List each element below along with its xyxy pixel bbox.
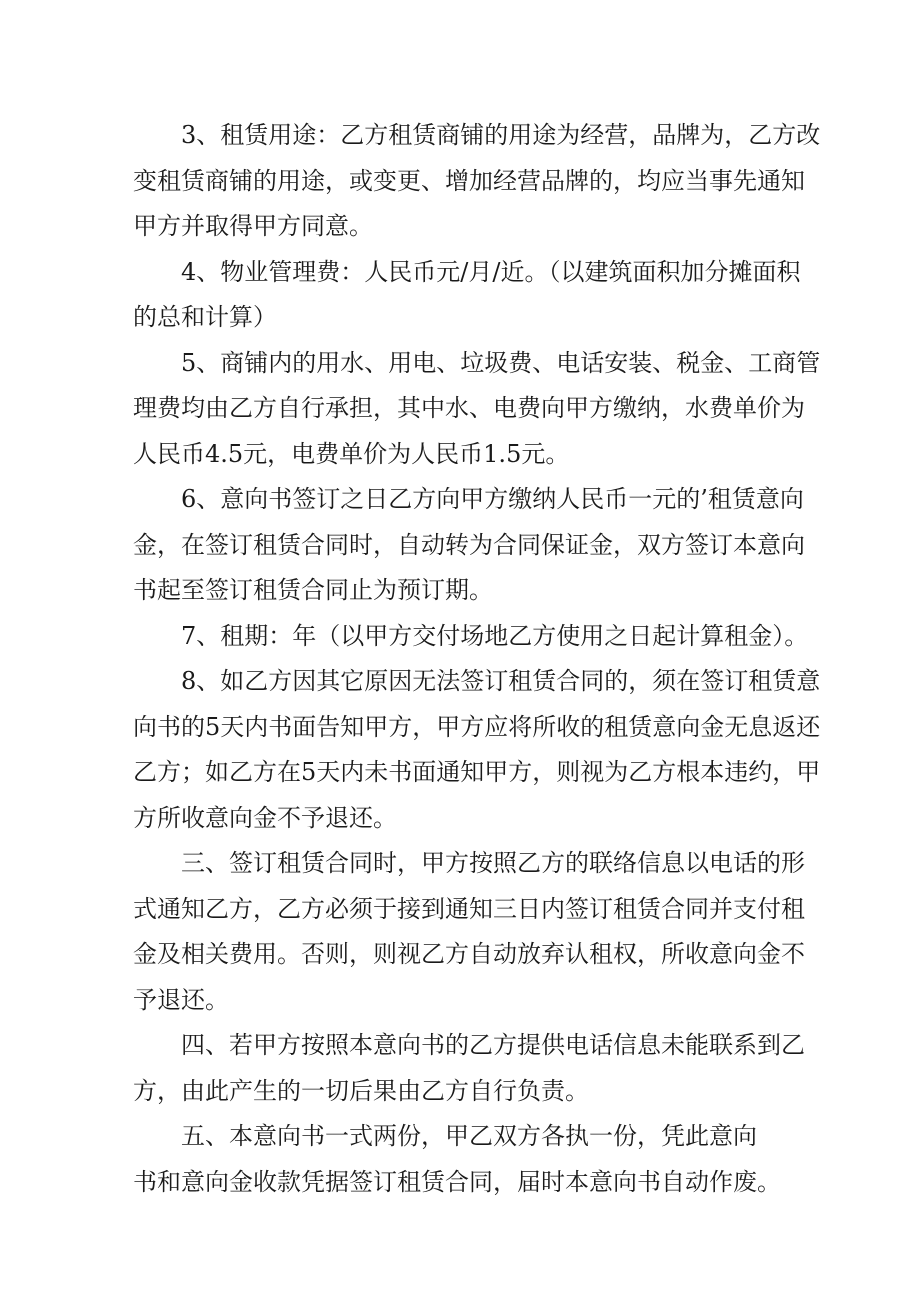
text-line: 方，由此产生的一切后果由乙方自行负责。 (133, 1076, 589, 1105)
paragraph-utilities (133, 341, 821, 478)
text-line: 4、物业管理费：人民币元/月/近。（以建筑面积加分摊面积 (181, 257, 801, 286)
text-line: 予退还。 (133, 985, 229, 1014)
text-line: 金，在签订租赁合同时，自动转为合同保证金，双方签订本意向 (133, 530, 805, 559)
text-line: 书起至签订租赁合同止为预订期。 (133, 576, 493, 604)
text-line: 的总和计算） (133, 303, 277, 331)
paragraph-cancellation (133, 659, 821, 841)
text-line: 3、租赁用途：乙方租赁商铺的用途为经营，品牌为，乙方改 (181, 121, 821, 149)
text-line: 金及相关费用。否则，则视乙方自动放弃认租权，所收意向金不 (133, 940, 805, 968)
paragraph-section-four (133, 1023, 805, 1114)
text-line: 乙方；如乙方在5天内未书面通知甲方，则视为乙方根本违约，甲 (133, 758, 821, 786)
text-line: 书和意向金收款凭据签订租赁合同，届时本意向书自动作废。 (133, 1167, 781, 1196)
paragraph-rental-purpose (133, 113, 821, 250)
paragraph-section-three (133, 841, 805, 1023)
paragraph-deposit (133, 477, 805, 614)
text-line: 四、若甲方按照本意向书的乙方提供电话信息未能联系到乙 (181, 1031, 805, 1059)
text-line: 方所收意向金不予退还。 (133, 803, 397, 832)
text-line: 6、意向书签订之日乙方向甲方缴纳人民币一元的’租赁意向 (181, 485, 804, 513)
paragraph-property-fee (133, 250, 801, 341)
paragraph-section-five (133, 1114, 793, 1205)
text-line: 式通知乙方，乙方必须于接到通知三日内签订租赁合同并支付租 (133, 894, 805, 923)
text-line: 人民币4.5元，电费单价为人民币1.5元。 (133, 439, 570, 468)
paragraph-lease-term (133, 614, 809, 660)
document-body (133, 113, 821, 1205)
text-line: 向书的5天内书面告知甲方，甲方应将所收的租赁意向金无息返还 (133, 712, 821, 741)
text-line: 理费均由乙方自行承担，其中水、电费向甲方缴纳，水费单价为 (133, 394, 805, 422)
text-line: 7、租期：年（以甲方交付场地乙方使用之日起计算租金）。 (181, 621, 809, 650)
text-line: 8、如乙方因其它原因无法签订租赁合同的，须在签订租赁意 (181, 667, 821, 695)
text-line: 三、签订租赁合同时，甲方按照乙方的联络信息以电话的形 (181, 849, 805, 877)
text-line: 五、本意向书一式两份，甲乙双方各执一份，凭此意向 (181, 1122, 757, 1150)
text-line: 变租赁商铺的用途，或变更、增加经营品牌的，均应当事先通知 (133, 166, 805, 195)
text-line: 5、商铺内的用水、用电、垃圾费、电话安装、税金、工商管 (181, 348, 821, 377)
text-line: 甲方并取得甲方同意。 (133, 212, 373, 240)
